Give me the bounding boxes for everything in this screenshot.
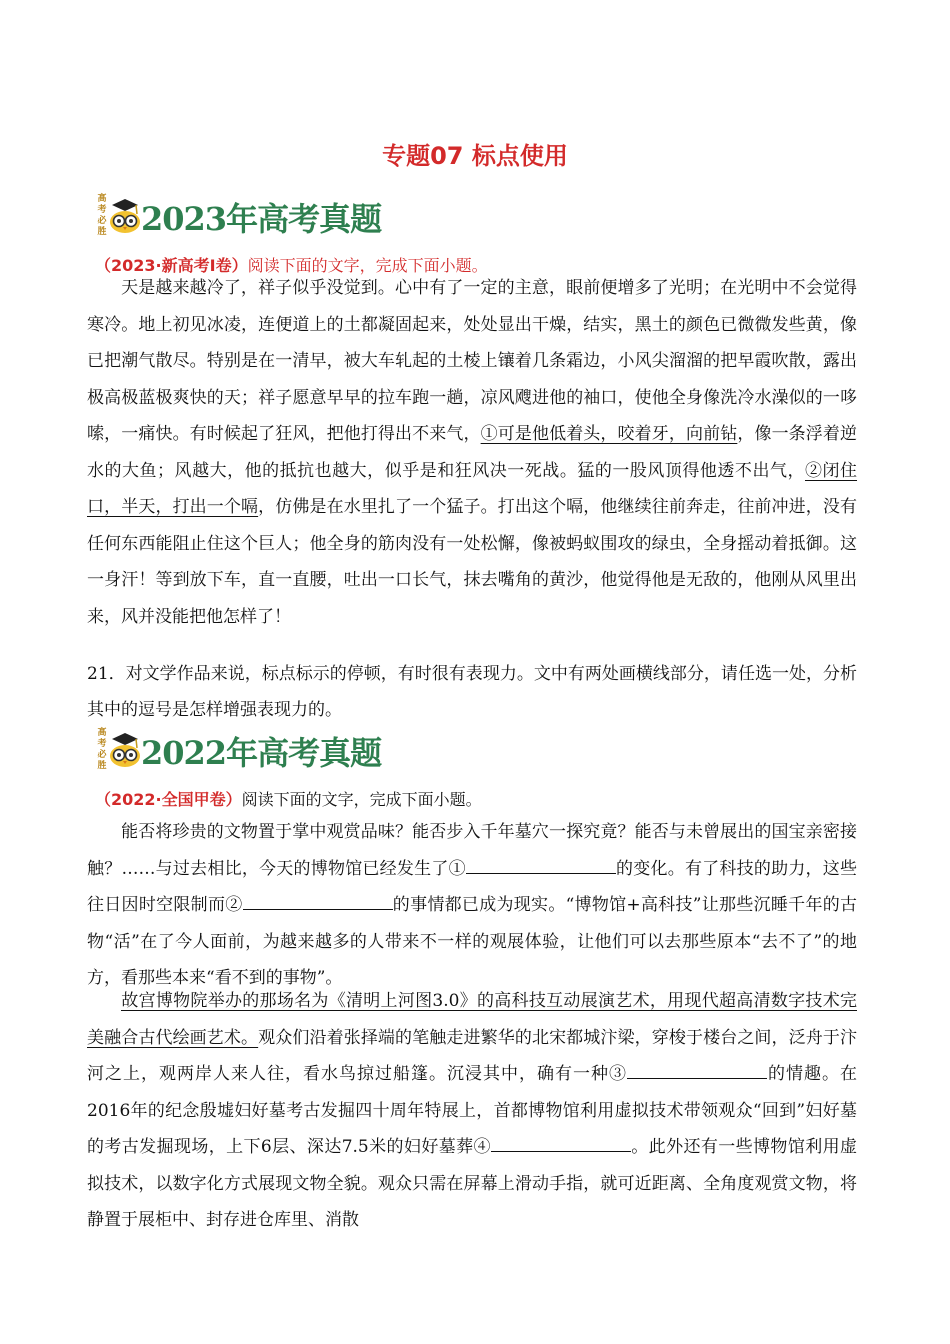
instruction: 阅读下面的文字，完成下面小题。 bbox=[241, 790, 482, 809]
owl-mascot-icon bbox=[108, 196, 142, 234]
page-title: 专题07 标点使用 bbox=[382, 142, 568, 170]
answer-blank-3 bbox=[627, 1060, 767, 1079]
question-source-line bbox=[95, 787, 482, 810]
reading-passage-2023: 天是越来越冷了，祥子似乎没觉到。心中有了一定的主意，眼前便增多了光明；在光明中不会觉得寒冷。地上初见冰凌，连便道上的土都凝固起来，• • 处处显出干燥，结实，黑土的颜色已• • 微微发些黄，像已把潮气散尽。特别是在一清早，被大车轧起的土棱上镶着几条霜边，小风尖溜溜的把早霞吹散，露出极高极蓝极爽快的天；祥子愿意• • 早早的拉车跑一趟，凉风飕进他的袖口，使他全身像洗冷水澡似的一哆嗦，一痛快。有时候起了狂风，把他打得出不来气，①可是他低着头，咬着牙，向前钻，像一条浮着逆水的大鱼；风越大，他的抵抗也越大，似乎是和狂风决一死战。猛的一股风顶得他透不出气，②闭住口，半天，打出一个嗝，仿佛是在水里扎了一个猛子。打出这个嗝，他继续往前奔走，往前冲进，没有任何东西能阻止住这个巨人；他全身的筋肉没有一处松懈，像被蚂蚁围攻的绿虫，全身摇动着抵御。这一身汗！等到放下车，直一直腰，吐出一口长气，抹去嘴角的黄沙，他觉得他是无敌的，他刚从风里出来，风并没能把他怎样了！ bbox=[87, 270, 857, 635]
section-heading: 2022年高考真题 bbox=[141, 734, 382, 772]
banner-vertical-label: 高 考 必 胜 bbox=[97, 194, 107, 237]
section-heading: 2023年高考真题 bbox=[141, 200, 382, 238]
section-banner-2023 bbox=[95, 192, 435, 242]
banner-vertical-label: 高 考 必 胜 bbox=[97, 728, 107, 771]
emphasis-dots-2: • • 微微 bbox=[737, 315, 771, 335]
underlined-sentence: 故宫博物院举办的那场名为《清明上河图3.0》的高科技互动展演艺术，用现代超高清数字技术完美融合古代绘画艺术。 bbox=[87, 991, 857, 1048]
underlined-sentence-1: ①可是他低着头，咬着牙，向前钻 bbox=[480, 424, 738, 444]
exam-source: （2022·全国甲卷） bbox=[95, 790, 242, 809]
instruction: 阅读下面的文字，完成下面小题。 bbox=[247, 256, 488, 275]
underlined-sentence-2: ②闭住口，半天，打出一个嗝 bbox=[87, 460, 858, 517]
answer-blank-1 bbox=[466, 855, 616, 874]
reading-passage-2022-p2: 故宫博物院举办的那场名为《清明上河图3.0》的高科技互动展演艺术，用现代超高清数字技术完美融合古代绘画艺术。观众们沿着张择端的笔触走进繁华的北宋都城汴梁，穿梭于楼台之间，泛舟于汴河之上，观两岸人来人往，看水鸟掠过船篷。沉浸其中，确有一种③ 的情趣。在2016年的纪念殷墟妇好墓考古发掘四十周年特展上，首都博物馆利用虚拟技术带领观众“回到”妇好墓的考古发掘现场，上下6层、深达7.5米的妇好墓葬④ 。此外还有一些博物馆利用虚拟技术，以数字化方式展现文物全貌。观众只需在屏幕上滑动手指，就可近距离、全角度观赏文物，将静置于展柜中、封存进仓库里、消散 bbox=[87, 991, 858, 1230]
section-banner-2022 bbox=[95, 726, 435, 776]
question-21: 21．对文学作品来说，标点标示的停顿，有时很有表现力。文中有两处画横线部分，请任选一处，分析其中的逗号是怎样增强表现力的。 bbox=[87, 664, 857, 720]
emphasis-dots-1: • • 处处 bbox=[464, 315, 498, 335]
reading-passage-2022-p1: 能否将珍贵的文物置于掌中观赏品味？能否步入千年墓穴一探究竟？能否与未曾展出的国宝亲密接触？……与过去相比，今天的博物馆已经发生了① 的变化。有了科技的助力，这些往日因时空限制而② 的事情都已成为现实。“博物馆+高科技”让那些沉睡千年的古物“活”在了今人面前，为越来越多的人带来不一样的观展体验，让他们可以去那些原本“去不了”的地方，看那些本来“看不到的事物”。 bbox=[87, 822, 858, 988]
owl-mascot-icon bbox=[108, 730, 142, 768]
exam-source: （2023·新高考Ⅰ卷） bbox=[95, 256, 248, 275]
answer-blank-4 bbox=[491, 1133, 631, 1152]
emphasis-dots-3: • • 早早 bbox=[327, 388, 361, 408]
answer-blank-2 bbox=[243, 891, 393, 910]
